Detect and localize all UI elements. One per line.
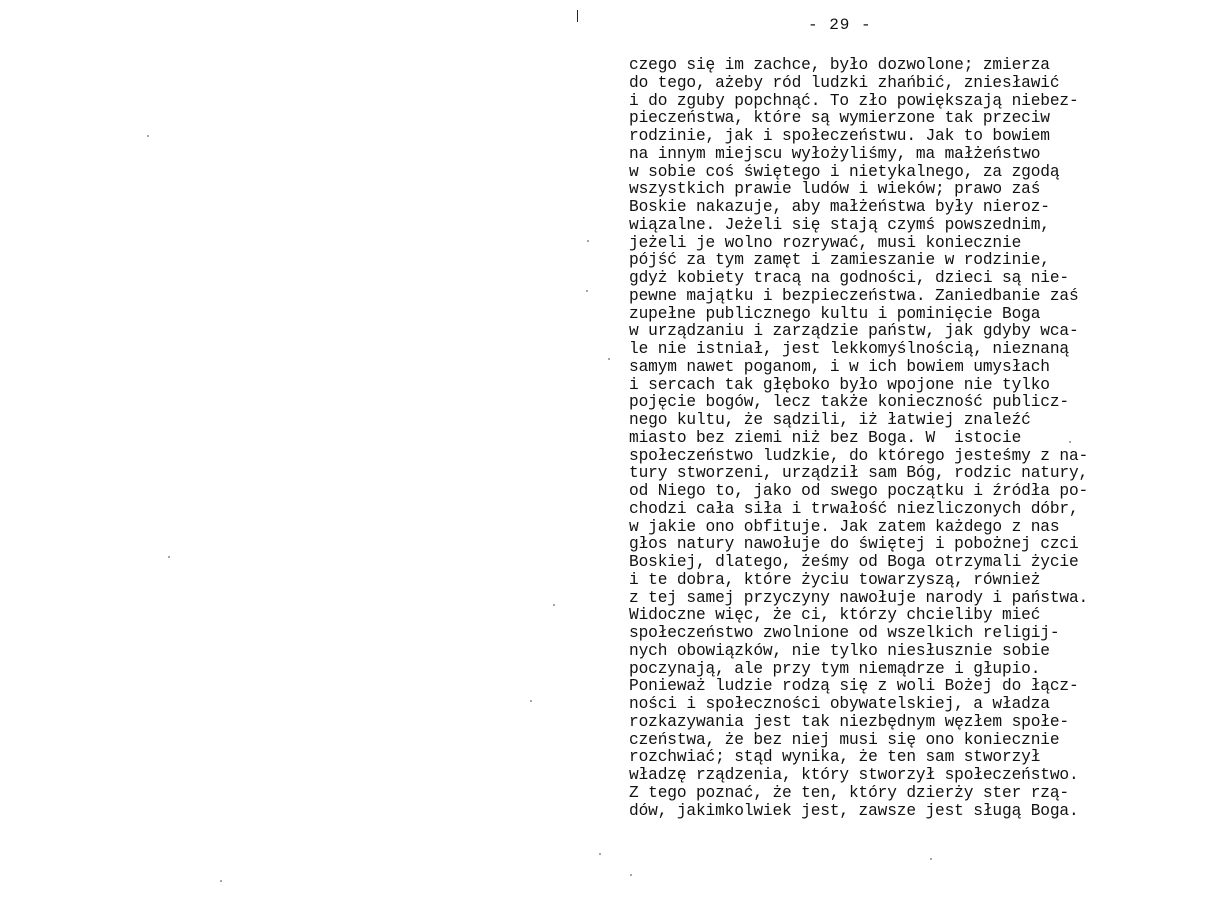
text-line: społeczeństwo ludzkie, do którego jesteśmy z na-: [629, 446, 1089, 465]
scan-speck: [553, 604, 555, 606]
text-line: Boskie nakazuje, aby małżeństwa były nieroz-: [629, 198, 1050, 216]
text-block: [629, 57, 1204, 820]
text-line: nych obowiązków, nie tylko niesłusznie sobie: [629, 641, 1050, 660]
text-line: i do zguby popchnąć. To zło powiększają niebez-: [629, 91, 1079, 110]
text-line: z tej samej przyczyny nawołuje narody i państwa.: [629, 588, 1089, 607]
text-line: na innym miejscu wyłożyliśmy, ma małżeństwo: [629, 144, 1041, 163]
text-line: w sobie coś świętego i nietykalnego, za zgodą: [629, 162, 1060, 181]
text-line: ności i społeczności obywatelskiej, a władza: [629, 695, 1050, 713]
text-line: tury stworzeni, urządził sam Bóg, rodzic natury,: [629, 464, 1089, 483]
text-line: władzę rządzenia, który stworzył społeczeństwo.: [629, 766, 1079, 784]
scan-speck: [587, 240, 589, 242]
text-line: czego się im zachce, było dozwolone; zmierza: [629, 56, 1050, 74]
scan-speck: [168, 556, 170, 558]
text-line: w urządzaniu i zarządzie państw, jak gdyby wca-: [629, 322, 1079, 341]
text-line: samym nawet poganom, i w ich bowiem umysłach: [629, 357, 1050, 376]
text-line: rozkazywania jest tak niezbędnym węzłem społe-: [629, 712, 1069, 731]
text-line: jeżeli je wolno rozrywać, musi koniecznie: [629, 233, 1022, 252]
scan-speck: [930, 858, 932, 860]
text-line: Boskiej, dlatego, żeśmy od Boga otrzymali życie: [629, 553, 1079, 571]
scan-speck: [220, 880, 222, 882]
text-line: rodzinie, jak i społeczeństwu. Jak to bowiem: [629, 127, 1050, 145]
text-line: dów, jakimkolwiek jest, zawsze jest sługą Boga.: [629, 801, 1079, 820]
scan-speck: [599, 853, 601, 855]
text-line: Widoczne więc, że ci, którzy chcieliby mieć: [629, 606, 1041, 625]
text-line: nego kultu, że sądzili, iż łatwiej znaleźć: [629, 411, 1031, 429]
text-line: od Niego to, jako od swego początku i źródła po-: [629, 482, 1089, 500]
text-line: i te dobra, które życiu towarzyszą, również: [629, 570, 1041, 589]
text-line: Z tego poznać, że ten, który dzierży ster rzą-: [629, 783, 1069, 802]
margin-mark: [577, 10, 578, 22]
text-line: społeczeństwo zwolnione od wszelkich religij-: [629, 624, 1060, 642]
text-line: pewne majątku i bezpieczeństwa. Zaniedbanie zaś: [629, 286, 1079, 305]
text-line: Ponieważ ludzie rodzą się z woli Bożej do łącz-: [629, 677, 1079, 696]
scan-speck: [608, 358, 610, 360]
text-line: pojęcie bogów, lecz także konieczność publicz-: [629, 393, 1069, 412]
scan-speck: [630, 874, 632, 876]
text-line: i sercach tak głęboko było wpojone nie tylko: [629, 375, 1050, 394]
scan-speck: [530, 700, 532, 702]
page-number: - 29 -: [808, 16, 872, 34]
text-line: wiązalne. Jeżeli się stają czymś powszednim,: [629, 215, 1050, 234]
text-line: miasto bez ziemi niż bez Boga. W istocie: [629, 428, 1022, 447]
text-line: poczynają, ale przy tym niemądrze i głupio.: [629, 659, 1041, 678]
scan-speck: [586, 290, 588, 292]
text-line: wszystkich prawie ludów i wieków; prawo zaś: [629, 180, 1041, 199]
text-line: pieczeństwa, które są wymierzone tak przeciw: [629, 109, 1050, 128]
scan-speck: [147, 135, 149, 137]
text-line: chodzi cała siła i trwałość niezliczonych dóbr,: [629, 499, 1079, 518]
text-line: zupełne publicznego kultu i pominięcie Boga: [629, 304, 1041, 323]
text-line: gdyż kobiety tracą na godności, dzieci są nie-: [629, 269, 1069, 287]
text-line: do tego, ażeby ród ludzki zhańbić, zniesławić: [629, 73, 1060, 92]
text-line: w jakie ono obfituje. Jak zatem każdego z nas: [629, 517, 1060, 536]
text-line: czeństwa, że bez niej musi się ono koniecznie: [629, 730, 1060, 749]
text-line: pójść za tym zamęt i zamieszanie w rodzinie,: [629, 251, 1050, 270]
text-line: rozchwiać; stąd wynika, że ten sam stworzył: [629, 748, 1041, 767]
text-line: głos natury nawołuje do świętej i pobożnej czci: [629, 535, 1079, 554]
text-line: le nie istniał, jest lekkomyślnością, nieznaną: [629, 340, 1069, 358]
scan-speck: [1069, 441, 1071, 443]
